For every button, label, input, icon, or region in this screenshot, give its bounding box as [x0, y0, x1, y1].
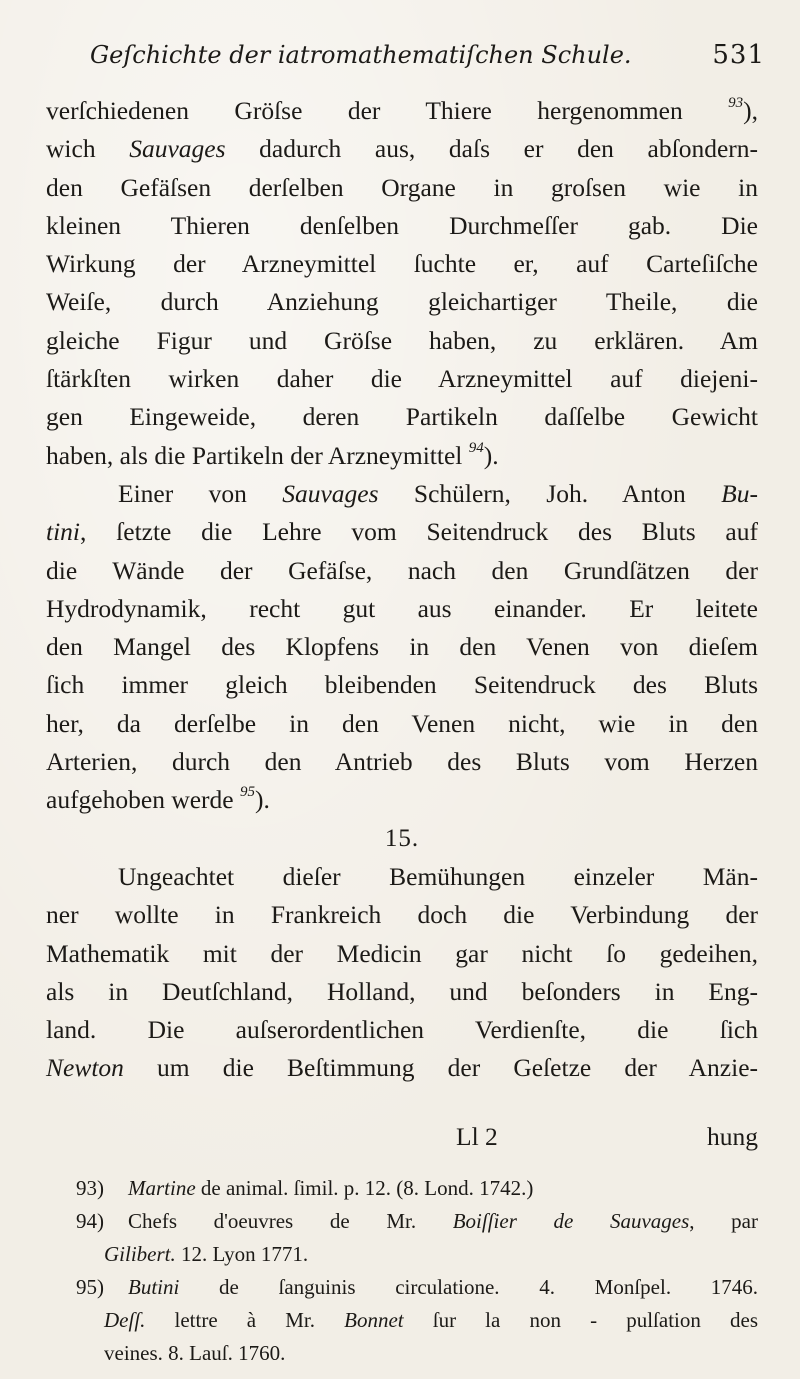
person-name: Deſſ. — [104, 1308, 146, 1332]
person-name: Gilibert. — [104, 1242, 176, 1266]
page-number: 531 — [712, 40, 765, 70]
text-line: die Wände der Gefäſse, nach den Grundſätzen der — [46, 555, 758, 585]
text-line: aufgehoben werde $^{95}$). — [46, 784, 270, 815]
footnote-95-cont: veines. 8. Lauſ. 1760. — [104, 1341, 286, 1365]
text-line: den Gefäſsen derſelben Organe in groſsen wie in — [46, 172, 758, 202]
text-line: land. Die auſserordentlichen Verdienſte, die ſich — [46, 1015, 758, 1045]
text-line: kleinen Thieren denſelben Durchmeſſer gab. Die — [46, 210, 758, 240]
footnote-ref: 95 — [240, 784, 255, 801]
text-line: gen Eingeweide, deren Partikeln daſſelbe Gewicht — [46, 402, 758, 432]
person-name: Bonnet — [344, 1308, 404, 1332]
catchword: hung — [707, 1122, 758, 1151]
text-line: Wirkung der Arzneymittel ſuchte er, auf Carteſiſche — [46, 249, 758, 279]
person-name: Newton — [46, 1053, 124, 1083]
text-line: Weiſe, durch Anziehung gleichartiger Theile, die — [46, 287, 758, 317]
footnote-ref: 93 — [728, 95, 744, 111]
footnote-94: 94) Chefs d'oeuvres de Mr. Boiſſier de Sauvages, par — [76, 1205, 758, 1238]
running-title: Geſchichte der iatromathematiſchen Schule. — [90, 41, 632, 69]
person-name: Butini — [128, 1275, 180, 1299]
footnote-93: 93) Martine de animal. ſimil. p. 12. (8. Lond. 1742.) — [76, 1172, 758, 1205]
footnote-mark: 93) — [76, 1176, 104, 1200]
person-name: Sauvages — [129, 134, 226, 164]
footnote-ref: 94 — [468, 439, 484, 456]
section-number: 15. — [384, 824, 420, 852]
running-header — [90, 40, 765, 70]
person-name: Bu- — [721, 478, 758, 508]
text-line: ner wollte in Frankreich doch die Verbindung der — [46, 900, 758, 930]
footnote-95: 95) Butini de ſanguinis circulatione. 4. Monſpel. 1746. — [76, 1271, 758, 1304]
footnote-95-cont: Deſſ. lettre à Mr. Bonnet ſur la non - pulſation des — [104, 1308, 758, 1332]
text-line: Hydrodynamik, recht gut aus einander. Er leitete — [46, 593, 758, 623]
person-name: Boiſſier de Sauvages — [452, 1209, 690, 1233]
text-line: haben, als die Partikeln der Arzneymittel $^{94}$). — [46, 439, 499, 470]
person-name: Sauvages — [282, 478, 379, 508]
text-line: den Mangel des Klopfens in den Venen von dieſem — [46, 632, 758, 662]
text-line: tini, ſetzte die Lehre vom Seitendruck des Bluts auf — [46, 517, 758, 547]
text-line: Mathematik mit der Medicin gar nicht ſo gedeihen, — [46, 938, 758, 968]
text-line: gleiche Figur und Gröſse haben, zu erklären. Am — [46, 325, 758, 355]
footnote-mark: 94) — [76, 1209, 104, 1233]
page-footer-line — [46, 1122, 758, 1160]
person-name: tini — [46, 517, 81, 547]
footnotes — [76, 1172, 758, 1370]
footnote-94-cont: Gilibert. 12. Lyon 1771. — [104, 1242, 309, 1266]
text-line: wich Sauvages dadurch aus, daſs er den abſondern- — [46, 134, 759, 164]
text-line: Einer von Sauvages Schülern, Joh. Anton Bu- — [118, 478, 758, 508]
text-line: her, da derſelbe in den Venen nicht, wie in den — [46, 708, 758, 738]
footnote-mark: 95) — [76, 1275, 104, 1299]
text-line: ſtärkſten wirken daher die Arzneymittel auf diejeni- — [46, 364, 758, 394]
text-line: als in Deutſchland, Holland, und beſonders in Eng- — [46, 976, 758, 1006]
text-line: Newton um die Beſtimmung der Geſetze der Anzie- — [46, 1053, 758, 1083]
person-name: Martine — [128, 1176, 196, 1200]
text-line: verſchiedenen Gröſse der Thiere hergenommen $^{93}$), — [46, 95, 758, 125]
text-line: Arterien, durch den Antrieb des Bluts vom Herzen — [46, 747, 758, 777]
main-text — [46, 92, 758, 1088]
text-line: Ungeachtet dieſer Bemühungen einzeler Män- — [118, 861, 758, 891]
text-line: ſich immer gleich bleibenden Seitendruck des Bluts — [46, 670, 758, 700]
signature-mark: Ll 2 — [456, 1122, 498, 1151]
